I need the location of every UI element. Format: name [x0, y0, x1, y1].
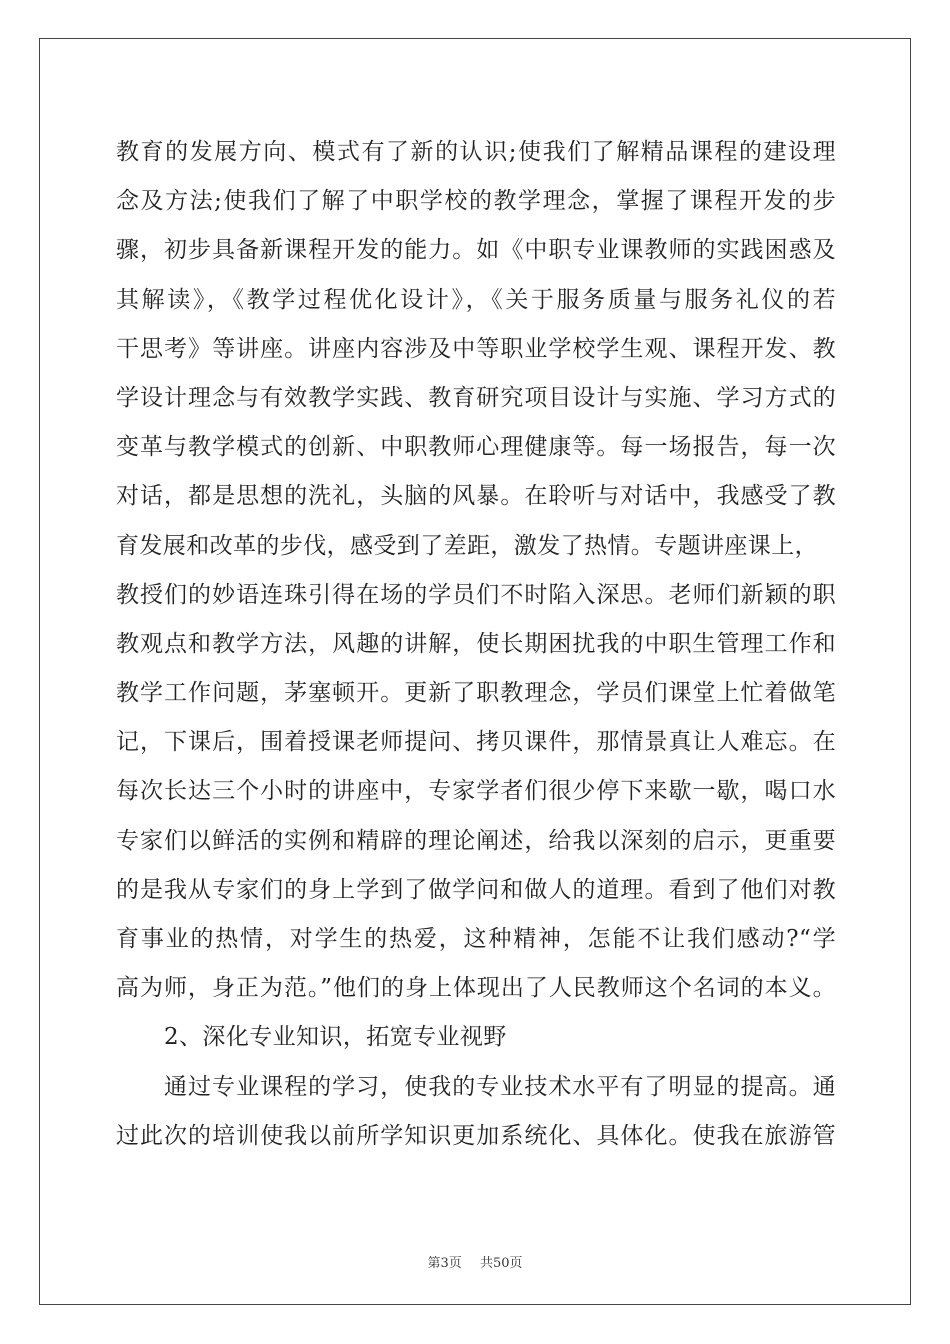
page-total: 共50页	[479, 1256, 523, 1271]
text-line: 每次长达三个小时的讲座中，专家学者们很少停下来歇一歇，喝口水	[116, 778, 836, 805]
text-line: 变革与教学模式的创新、中职教师心理健康等。每一场报告，每一次	[116, 434, 836, 461]
text-line: 育事业的热情，对学生的热爱，这种精神，怎能不让我们感动?“学	[116, 926, 836, 952]
text-line: 过此次的培训使我以前所学知识更加系统化、具体化。使我在旅游管	[116, 1122, 836, 1149]
text-line: 教授们的妙语连珠引得在场的学员们不时陷入深思。老师们新颖的职	[116, 581, 836, 608]
text-line: 学设计理念与有效教学实践、教育研究项目设计与实施、学习方式的	[116, 384, 836, 411]
page-footer	[0, 1252, 950, 1271]
text-line: 通过专业课程的学习，使我的专业技术水平有了明显的提高。通	[164, 1073, 836, 1100]
text-line: 的是我从专家们的身上学到了做学问和做人的道理。看到了他们对教	[116, 876, 836, 903]
text-line: 对话，都是思想的洗礼，头脑的风暴。在聆听与对话中，我感受了教	[116, 483, 836, 510]
text-line: 高为师，身正为范。”他们的身上体现出了人民教师这个名词的本义。	[116, 975, 836, 1002]
text-line: 教育的发展方向、模式有了新的认识;使我们了解精品课程的建设理	[116, 139, 836, 165]
text-line: 教学工作问题，茅塞顿开。更新了职教理念，学员们课堂上忙着做笔	[116, 680, 836, 707]
text-line: 其解读》，《教学过程优化设计》，《关于服务质量与服务礼仪的若	[116, 286, 836, 313]
text-line: 教观点和教学方法，风趣的讲解，使长期困扰我的中职生管理工作和	[116, 630, 836, 657]
text-line: 干思考》等讲座。讲座内容涉及中等职业学校学生观、课程开发、教	[116, 335, 836, 362]
text-line: 专家们以鲜活的实例和精辟的理论阐述，给我以深刻的启示，更重要	[116, 827, 836, 854]
document-body	[116, 128, 836, 1161]
text-line: 骤，初步具备新课程开发的能力。如《中职专业课教师的实践困惑及	[116, 237, 836, 264]
text-line: 育发展和改革的步伐，感受到了差距，激发了热情。专题讲座课上，	[116, 532, 818, 559]
page-number: 第3页	[427, 1256, 462, 1271]
text-line: 记，下课后，围着授课老师提问、拷贝课件，那情景真让人难忘。在	[116, 729, 836, 756]
text-line: 念及方法;使我们了解了中职学校的教学理念，掌握了课程开发的步	[116, 188, 836, 215]
section-heading: 2、深化专业知识，拓宽专业视野	[164, 1024, 507, 1051]
